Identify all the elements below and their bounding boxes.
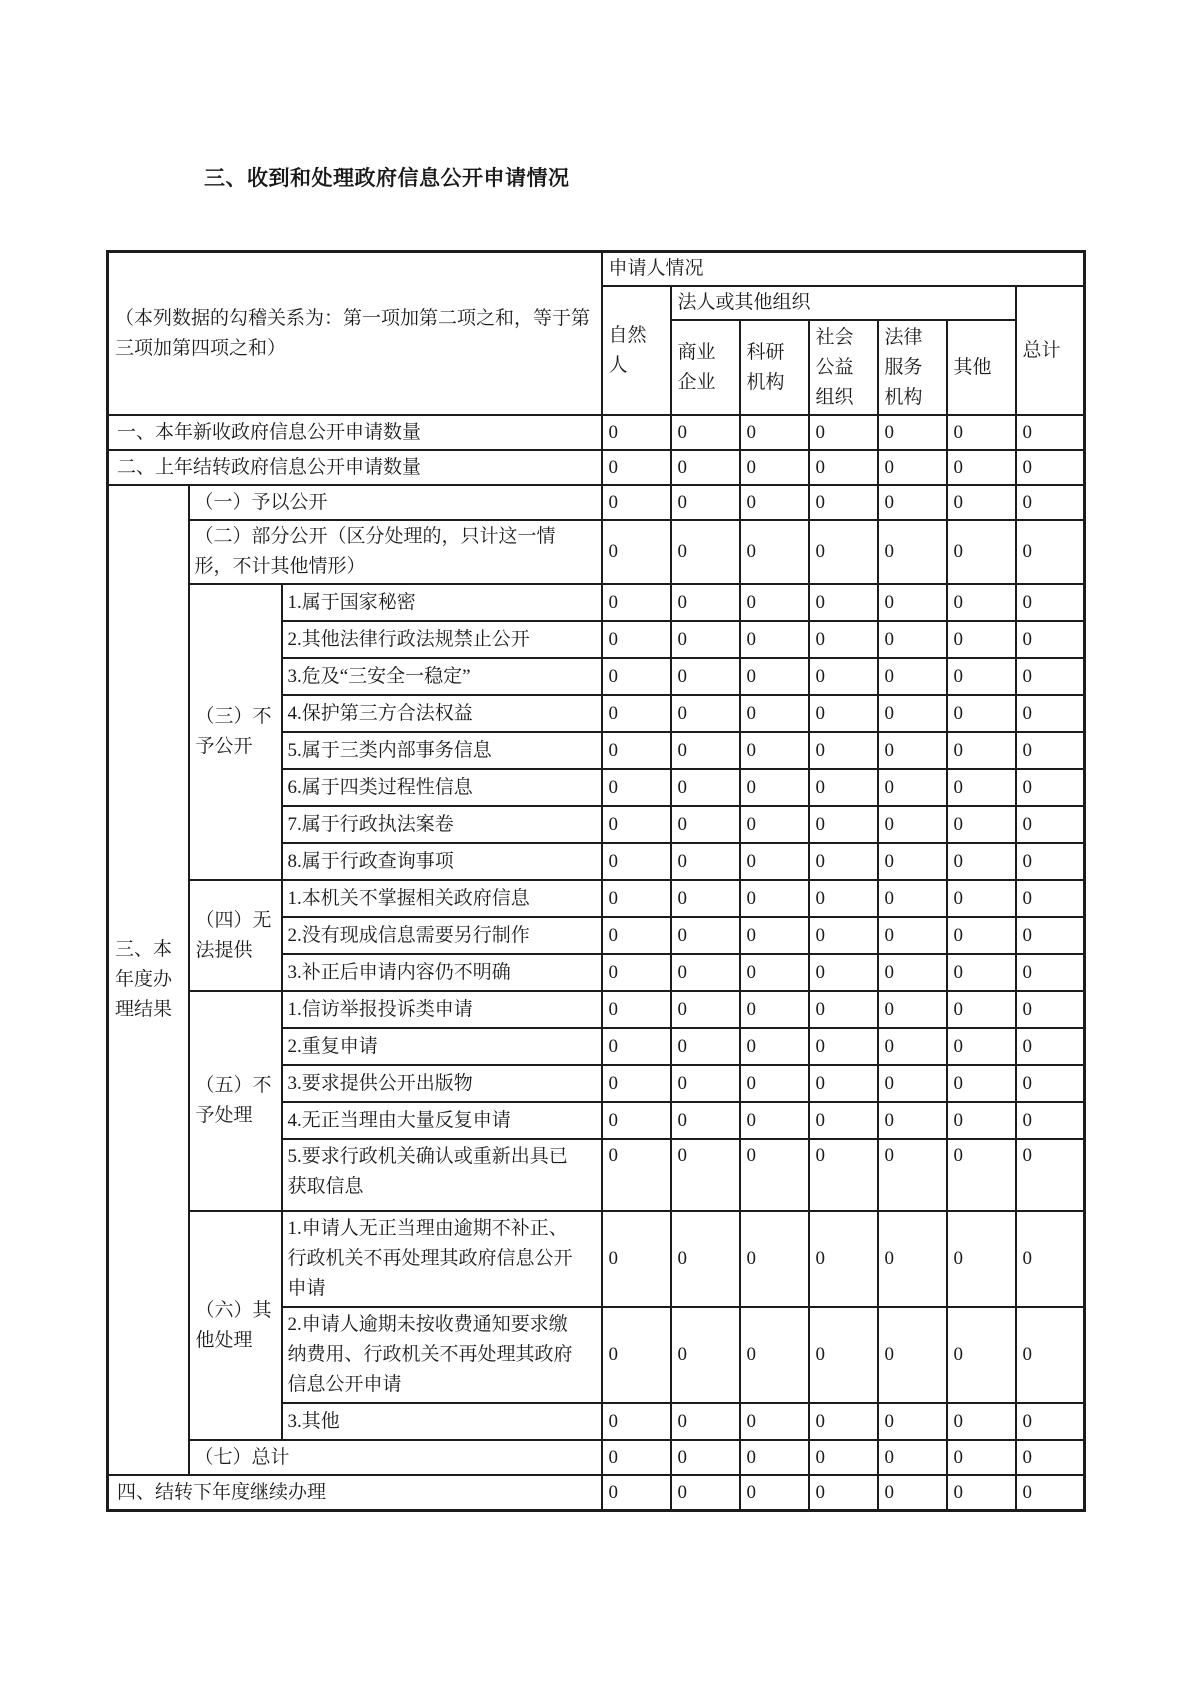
value-cell: 0	[947, 1065, 1016, 1102]
row-label-cell: 3.其他	[282, 1403, 602, 1440]
value-cell: 0	[740, 695, 809, 732]
row-label-cell: 一、本年新收政府信息公开申请数量	[108, 415, 602, 450]
value-cell: 0	[740, 450, 809, 485]
value-cell: 0	[878, 806, 947, 843]
value-cell: 0	[602, 1028, 671, 1065]
value-cell: 0	[947, 1102, 1016, 1139]
value-cell: 0	[878, 1440, 947, 1475]
value-cell: 0	[740, 621, 809, 658]
value-cell: 0	[947, 584, 1016, 621]
value-cell: 0	[740, 1403, 809, 1440]
value-cell: 0	[602, 880, 671, 917]
value-cell: 0	[878, 1307, 947, 1403]
value-cell: 0	[809, 450, 878, 485]
value-cell: 0	[878, 1211, 947, 1307]
value-cell: 0	[740, 1028, 809, 1065]
header-natural-person-cell: 自然人	[602, 286, 671, 415]
value-cell: 0	[671, 415, 740, 450]
value-cell: 0	[878, 1102, 947, 1139]
header-legal-service-cell: 法律服务机构	[878, 320, 947, 415]
value-cell: 0	[809, 1403, 878, 1440]
value-cell: 0	[878, 917, 947, 954]
value-cell: 0	[1016, 584, 1085, 621]
value-cell: 0	[878, 991, 947, 1028]
value-cell: 0	[809, 520, 878, 584]
row-label-cell: 3.危及“三安全一稳定”	[282, 658, 602, 695]
value-cell: 0	[809, 1028, 878, 1065]
value-cell: 0	[878, 1139, 947, 1211]
row-label-cell: 4.无正当理由大量反复申请	[282, 1102, 602, 1139]
value-cell: 0	[878, 584, 947, 621]
value-cell: 0	[602, 520, 671, 584]
value-cell: 0	[809, 1102, 878, 1139]
row-label-cell: 7.属于行政执法案卷	[282, 806, 602, 843]
value-cell: 0	[947, 991, 1016, 1028]
value-cell: 0	[947, 1403, 1016, 1440]
value-cell: 0	[809, 732, 878, 769]
value-cell: 0	[671, 769, 740, 806]
value-cell: 0	[671, 1211, 740, 1307]
value-cell: 0	[671, 1475, 740, 1511]
value-cell: 0	[878, 769, 947, 806]
value-cell: 0	[809, 1065, 878, 1102]
value-cell: 0	[740, 584, 809, 621]
value-cell: 0	[947, 485, 1016, 520]
value-cell: 0	[671, 1102, 740, 1139]
header-commercial-cell: 商业企业	[671, 320, 740, 415]
group-label-cell: （四）无法提供	[189, 880, 282, 991]
value-cell: 0	[602, 1102, 671, 1139]
value-cell: 0	[1016, 658, 1085, 695]
value-cell: 0	[671, 520, 740, 584]
value-cell: 0	[740, 520, 809, 584]
group-label-cell: （六）其他处理	[189, 1211, 282, 1440]
value-cell: 0	[671, 658, 740, 695]
value-cell: 0	[809, 415, 878, 450]
value-cell: 0	[602, 450, 671, 485]
row-label-cell: 4.保护第三方合法权益	[282, 695, 602, 732]
row-label-cell: 2.申请人逾期未按收费通知要求缴纳费用、行政机关不再处理其政府信息公开申请	[282, 1307, 602, 1403]
value-cell: 0	[1016, 485, 1085, 520]
value-cell: 0	[947, 1307, 1016, 1403]
row-label-cell: 2.没有现成信息需要另行制作	[282, 917, 602, 954]
value-cell: 0	[1016, 1102, 1085, 1139]
value-cell: 0	[1016, 806, 1085, 843]
value-cell: 0	[740, 991, 809, 1028]
value-cell: 0	[878, 658, 947, 695]
value-cell: 0	[1016, 1403, 1085, 1440]
value-cell: 0	[947, 917, 1016, 954]
value-cell: 0	[947, 415, 1016, 450]
value-cell: 0	[740, 485, 809, 520]
header-total-cell: 总计	[1016, 286, 1085, 415]
value-cell: 0	[740, 1211, 809, 1307]
table-row	[108, 880, 1085, 917]
value-cell: 0	[878, 415, 947, 450]
row-label-cell: 3.要求提供公开出版物	[282, 1065, 602, 1102]
value-cell: 0	[1016, 991, 1085, 1028]
value-cell: 0	[809, 485, 878, 520]
value-cell: 0	[947, 658, 1016, 695]
value-cell: 0	[1016, 843, 1085, 880]
value-cell: 0	[740, 769, 809, 806]
table-row	[108, 1211, 1085, 1307]
row-label-cell: 四、结转下年度继续办理	[108, 1475, 602, 1511]
value-cell: 0	[602, 415, 671, 450]
table-row	[108, 450, 1085, 485]
value-cell: 0	[671, 485, 740, 520]
value-cell: 0	[671, 1440, 740, 1475]
table-row	[108, 520, 1085, 584]
value-cell: 0	[947, 954, 1016, 991]
value-cell: 0	[602, 485, 671, 520]
value-cell: 0	[878, 1028, 947, 1065]
value-cell: 0	[602, 1475, 671, 1511]
value-cell: 0	[602, 1307, 671, 1403]
value-cell: 0	[809, 695, 878, 732]
value-cell: 0	[947, 880, 1016, 917]
value-cell: 0	[602, 1065, 671, 1102]
table-row	[108, 1440, 1085, 1475]
value-cell: 0	[1016, 1139, 1085, 1211]
value-cell: 0	[740, 1065, 809, 1102]
value-cell: 0	[740, 1440, 809, 1475]
value-cell: 0	[947, 806, 1016, 843]
value-cell: 0	[809, 584, 878, 621]
row-label-cell: 2.其他法律行政法规禁止公开	[282, 621, 602, 658]
row-label-cell: （二）部分公开（区分处理的，只计这一情形，不计其他情形）	[189, 520, 602, 584]
value-cell: 0	[740, 1102, 809, 1139]
table-row	[108, 485, 1085, 520]
value-cell: 0	[947, 621, 1016, 658]
value-cell: 0	[1016, 1475, 1085, 1511]
value-cell: 0	[602, 1403, 671, 1440]
value-cell: 0	[602, 695, 671, 732]
value-cell: 0	[947, 1440, 1016, 1475]
value-cell: 0	[947, 1211, 1016, 1307]
value-cell: 0	[878, 485, 947, 520]
group-label-cell: （五）不予处理	[189, 991, 282, 1211]
value-cell: 0	[740, 658, 809, 695]
row-label-cell: 3.补正后申请内容仍不明确	[282, 954, 602, 991]
value-cell: 0	[947, 843, 1016, 880]
row-label-cell: 1.本机关不掌握相关政府信息	[282, 880, 602, 917]
value-cell: 0	[671, 584, 740, 621]
value-cell: 0	[878, 1475, 947, 1511]
row-label-cell: 5.要求行政机关确认或重新出具已获取信息	[282, 1139, 602, 1211]
header-other-org-cell: 其他	[947, 320, 1016, 415]
value-cell: 0	[1016, 621, 1085, 658]
header-row-applicant	[108, 252, 1085, 287]
group-label-cell: （三）不予公开	[189, 584, 282, 880]
value-cell: 0	[740, 1307, 809, 1403]
value-cell: 0	[809, 806, 878, 843]
value-cell: 0	[671, 917, 740, 954]
value-cell: 0	[947, 520, 1016, 584]
value-cell: 0	[1016, 450, 1085, 485]
value-cell: 0	[740, 954, 809, 991]
value-cell: 0	[809, 1139, 878, 1211]
row-label-cell: 5.属于三类内部事务信息	[282, 732, 602, 769]
value-cell: 0	[878, 880, 947, 917]
value-cell: 0	[1016, 769, 1085, 806]
value-cell: 0	[671, 806, 740, 843]
value-cell: 0	[671, 695, 740, 732]
value-cell: 0	[602, 1211, 671, 1307]
value-cell: 0	[602, 806, 671, 843]
value-cell: 0	[809, 880, 878, 917]
row-label-cell: 8.属于行政查询事项	[282, 843, 602, 880]
value-cell: 0	[602, 1139, 671, 1211]
value-cell: 0	[1016, 695, 1085, 732]
row-label-cell: 6.属于四类过程性信息	[282, 769, 602, 806]
row-label-cell: 2.重复申请	[282, 1028, 602, 1065]
value-cell: 0	[602, 917, 671, 954]
row-label-cell: 二、上年结转政府信息公开申请数量	[108, 450, 602, 485]
value-cell: 0	[602, 621, 671, 658]
value-cell: 0	[878, 843, 947, 880]
table-row	[108, 584, 1085, 621]
value-cell: 0	[947, 695, 1016, 732]
value-cell: 0	[809, 769, 878, 806]
value-cell: 0	[602, 843, 671, 880]
value-cell: 0	[947, 450, 1016, 485]
header-research-cell: 科研机构	[740, 320, 809, 415]
row-label-cell: （一）予以公开	[189, 485, 602, 520]
value-cell: 0	[671, 1307, 740, 1403]
value-cell: 0	[947, 1475, 1016, 1511]
value-cell: 0	[671, 1028, 740, 1065]
row-label-cell: （七）总计	[189, 1440, 602, 1475]
value-cell: 0	[1016, 520, 1085, 584]
value-cell: 0	[1016, 415, 1085, 450]
row-label-cell: 1.申请人无正当理由逾期不补正、行政机关不再处理其政府信息公开申请	[282, 1211, 602, 1307]
value-cell: 0	[1016, 1440, 1085, 1475]
value-cell: 0	[809, 917, 878, 954]
value-cell: 0	[602, 991, 671, 1028]
value-cell: 0	[671, 880, 740, 917]
value-cell: 0	[671, 621, 740, 658]
row-label-cell: 1.信访举报投诉类申请	[282, 991, 602, 1028]
value-cell: 0	[1016, 1028, 1085, 1065]
value-cell: 0	[1016, 1065, 1085, 1102]
value-cell: 0	[809, 1475, 878, 1511]
value-cell: 0	[809, 621, 878, 658]
value-cell: 0	[809, 991, 878, 1028]
value-cell: 0	[602, 658, 671, 695]
value-cell: 0	[878, 450, 947, 485]
header-social-welfare-cell: 社会公益组织	[809, 320, 878, 415]
row-label-cell: 1.属于国家秘密	[282, 584, 602, 621]
value-cell: 0	[671, 843, 740, 880]
value-cell: 0	[671, 991, 740, 1028]
value-cell: 0	[602, 1440, 671, 1475]
value-cell: 0	[602, 769, 671, 806]
value-cell: 0	[671, 1065, 740, 1102]
value-cell: 0	[809, 1307, 878, 1403]
table-row	[108, 1475, 1085, 1511]
header-legal-org-cell: 法人或其他组织	[671, 286, 1016, 320]
value-cell: 0	[1016, 880, 1085, 917]
section-label-cell: 三、本年度办理结果	[108, 485, 189, 1475]
value-cell: 0	[947, 1028, 1016, 1065]
value-cell: 0	[740, 843, 809, 880]
value-cell: 0	[740, 806, 809, 843]
value-cell: 0	[740, 1139, 809, 1211]
value-cell: 0	[947, 769, 1016, 806]
application-table	[106, 250, 1086, 1512]
note-cell: （本列数据的勾稽关系为：第一项加第二项之和，等于第三项加第四项之和）	[108, 252, 602, 416]
value-cell: 0	[878, 1403, 947, 1440]
value-cell: 0	[602, 732, 671, 769]
page-title: 三、收到和处理政府信息公开申请情况	[204, 166, 570, 190]
value-cell: 0	[1016, 732, 1085, 769]
value-cell: 0	[740, 1475, 809, 1511]
value-cell: 0	[809, 954, 878, 991]
value-cell: 0	[1016, 1307, 1085, 1403]
value-cell: 0	[1016, 917, 1085, 954]
value-cell: 0	[947, 1139, 1016, 1211]
value-cell: 0	[878, 520, 947, 584]
value-cell: 0	[740, 415, 809, 450]
value-cell: 0	[878, 954, 947, 991]
value-cell: 0	[740, 732, 809, 769]
value-cell: 0	[671, 450, 740, 485]
value-cell: 0	[809, 658, 878, 695]
header-applicant-cell: 申请人情况	[602, 252, 1085, 287]
value-cell: 0	[947, 732, 1016, 769]
value-cell: 0	[809, 843, 878, 880]
value-cell: 0	[671, 1403, 740, 1440]
value-cell: 0	[809, 1211, 878, 1307]
value-cell: 0	[1016, 1211, 1085, 1307]
value-cell: 0	[602, 584, 671, 621]
value-cell: 0	[671, 732, 740, 769]
value-cell: 0	[602, 954, 671, 991]
table-row	[108, 991, 1085, 1028]
value-cell: 0	[671, 954, 740, 991]
value-cell: 0	[878, 1065, 947, 1102]
value-cell: 0	[671, 1139, 740, 1211]
value-cell: 0	[740, 880, 809, 917]
value-cell: 0	[740, 917, 809, 954]
value-cell: 0	[878, 732, 947, 769]
value-cell: 0	[809, 1440, 878, 1475]
value-cell: 0	[878, 695, 947, 732]
table-row	[108, 415, 1085, 450]
value-cell: 0	[1016, 954, 1085, 991]
value-cell: 0	[878, 621, 947, 658]
